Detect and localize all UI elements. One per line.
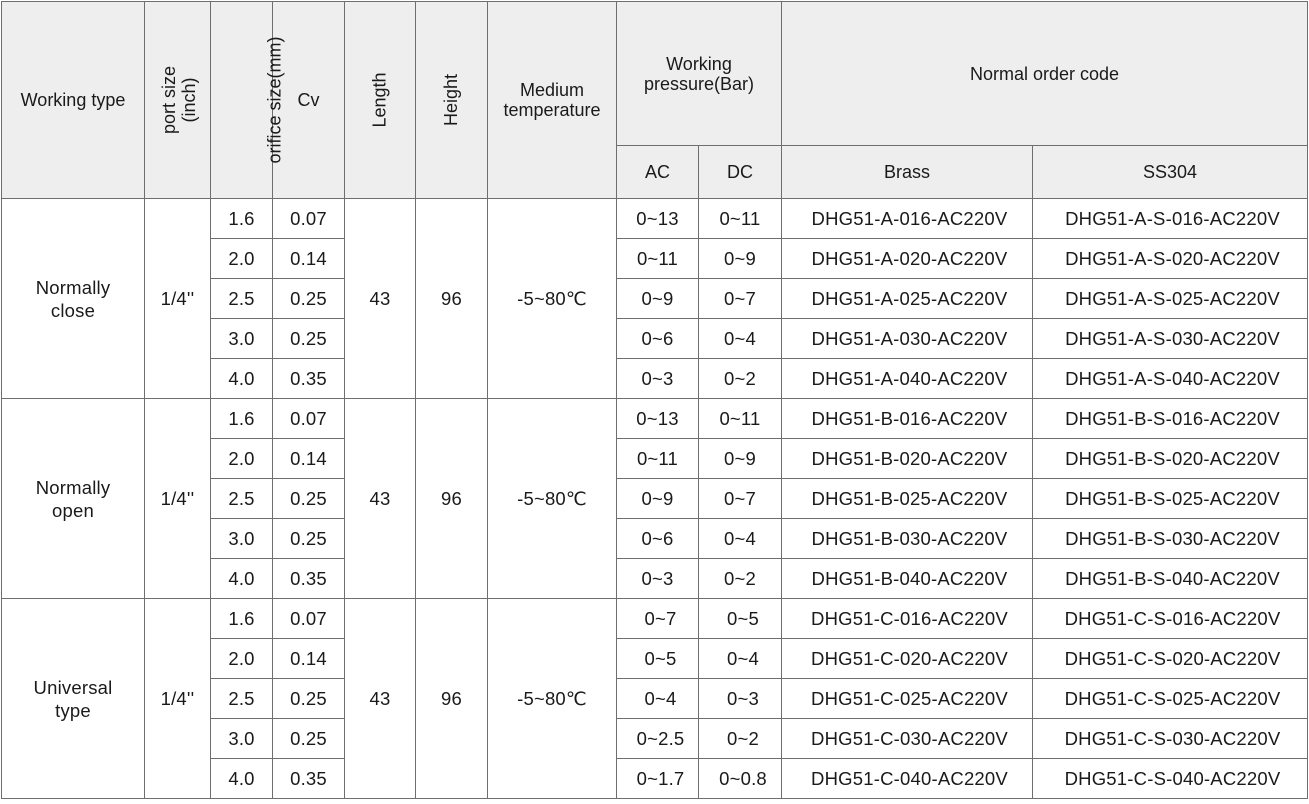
cv-cell: 0.25 xyxy=(273,319,345,359)
dc-pressure-cell: 0~9 xyxy=(699,439,782,479)
ac-pressure-cell: 0~13 xyxy=(617,399,699,439)
ss304-code-cell: DHG51-C-S-020-AC220V xyxy=(1033,639,1308,679)
brass-code-cell: DHG51-C-025-AC220V xyxy=(782,679,1033,719)
table-body xyxy=(2,199,1308,799)
ac-pressure-cell: 0~3 xyxy=(617,559,699,599)
ac-pressure-cell: 0~4 xyxy=(617,679,699,719)
header-length: Length xyxy=(345,2,416,199)
orifice-cell: 3.0 xyxy=(211,319,273,359)
table-header xyxy=(2,2,1308,199)
cv-cell: 0.35 xyxy=(273,359,345,399)
brass-code-cell: DHG51-B-040-AC220V xyxy=(782,559,1033,599)
temperature-cell: -5~80℃ xyxy=(488,199,617,399)
orifice-cell: 1.6 xyxy=(211,399,273,439)
orifice-cell: 2.0 xyxy=(211,639,273,679)
cv-cell: 0.25 xyxy=(273,479,345,519)
height-cell: 96 xyxy=(416,599,488,799)
orifice-cell: 2.5 xyxy=(211,679,273,719)
brass-code-cell: DHG51-B-030-AC220V xyxy=(782,519,1033,559)
header-port-size-line1: port size xyxy=(159,65,180,135)
cv-cell: 0.25 xyxy=(273,719,345,759)
spec-table xyxy=(1,1,1308,799)
dc-pressure-cell: 0~9 xyxy=(699,239,782,279)
ss304-code-cell: DHG51-C-S-016-AC220V xyxy=(1033,599,1308,639)
length-cell: 43 xyxy=(345,199,416,399)
ss304-code-cell: DHG51-C-S-030-AC220V xyxy=(1033,719,1308,759)
brass-code-cell: DHG51-C-020-AC220V xyxy=(782,639,1033,679)
header-ss304: SS304 xyxy=(1033,146,1308,199)
cv-cell: 0.25 xyxy=(273,279,345,319)
brass-code-cell: DHG51-C-030-AC220V xyxy=(782,719,1033,759)
ac-pressure-cell: 0~2.5 xyxy=(617,719,699,759)
ss304-code-cell: DHG51-C-S-025-AC220V xyxy=(1033,679,1308,719)
ss304-code-cell: DHG51-B-S-040-AC220V xyxy=(1033,559,1308,599)
ss304-code-cell: DHG51-A-S-030-AC220V xyxy=(1033,319,1308,359)
dc-pressure-cell: 0~4 xyxy=(699,319,782,359)
dc-pressure-cell: 0~2 xyxy=(699,719,782,759)
ss304-code-cell: DHG51-B-S-016-AC220V xyxy=(1033,399,1308,439)
ac-pressure-cell: 0~11 xyxy=(617,239,699,279)
orifice-cell: 3.0 xyxy=(211,519,273,559)
cv-cell: 0.07 xyxy=(273,599,345,639)
orifice-cell: 3.0 xyxy=(211,719,273,759)
ss304-code-cell: DHG51-B-S-030-AC220V xyxy=(1033,519,1308,559)
orifice-cell: 4.0 xyxy=(211,759,273,799)
brass-code-cell: DHG51-A-030-AC220V xyxy=(782,319,1033,359)
orifice-cell: 4.0 xyxy=(211,559,273,599)
table-row xyxy=(2,599,1308,639)
dc-pressure-cell: 0~2 xyxy=(699,359,782,399)
orifice-cell: 4.0 xyxy=(211,359,273,399)
dc-pressure-cell: 0~11 xyxy=(699,199,782,239)
orifice-cell: 2.5 xyxy=(211,479,273,519)
header-height: Height xyxy=(416,2,488,199)
brass-code-cell: DHG51-C-040-AC220V xyxy=(782,759,1033,799)
orifice-cell: 2.0 xyxy=(211,439,273,479)
header-medium-line1: Medium xyxy=(519,80,585,100)
ac-pressure-cell: 0~3 xyxy=(617,359,699,399)
brass-code-cell: DHG51-B-020-AC220V xyxy=(782,439,1033,479)
ss304-code-cell: DHG51-C-S-040-AC220V xyxy=(1033,759,1308,799)
dc-pressure-cell: 0~4 xyxy=(699,639,782,679)
ac-pressure-cell: 0~13 xyxy=(617,199,699,239)
ac-pressure-cell: 0~11 xyxy=(617,439,699,479)
header-working-type: Working type xyxy=(2,2,145,199)
ss304-code-cell: DHG51-A-S-020-AC220V xyxy=(1033,239,1308,279)
cv-cell: 0.14 xyxy=(273,639,345,679)
height-cell: 96 xyxy=(416,399,488,599)
ac-pressure-cell: 0~7 xyxy=(617,599,699,639)
brass-code-cell: DHG51-B-016-AC220V xyxy=(782,399,1033,439)
dc-pressure-cell: 0~2 xyxy=(699,559,782,599)
header-brass: Brass xyxy=(782,146,1033,199)
brass-code-cell: DHG51-A-040-AC220V xyxy=(782,359,1033,399)
ac-pressure-cell: 0~6 xyxy=(617,519,699,559)
ac-pressure-cell: 0~6 xyxy=(617,319,699,359)
orifice-cell: 1.6 xyxy=(211,199,273,239)
cv-cell: 0.07 xyxy=(273,199,345,239)
dc-pressure-cell: 0~11 xyxy=(699,399,782,439)
height-cell: 96 xyxy=(416,199,488,399)
cv-cell: 0.14 xyxy=(273,239,345,279)
cv-cell: 0.25 xyxy=(273,519,345,559)
header-orifice-size: orifice size(mm) xyxy=(211,2,273,199)
brass-code-cell: DHG51-C-016-AC220V xyxy=(782,599,1033,639)
ss304-code-cell: DHG51-B-S-020-AC220V xyxy=(1033,439,1308,479)
header-cv: Cv xyxy=(273,2,345,199)
temperature-cell: -5~80℃ xyxy=(488,399,617,599)
ss304-code-cell: DHG51-B-S-025-AC220V xyxy=(1033,479,1308,519)
cv-cell: 0.35 xyxy=(273,559,345,599)
working-type-cell: Normally open xyxy=(2,399,145,599)
length-cell: 43 xyxy=(345,399,416,599)
ss304-code-cell: DHG51-A-S-025-AC220V xyxy=(1033,279,1308,319)
dc-pressure-cell: 0~3 xyxy=(699,679,782,719)
ac-pressure-cell: 0~9 xyxy=(617,279,699,319)
brass-code-cell: DHG51-A-025-AC220V xyxy=(782,279,1033,319)
ac-pressure-cell: 0~9 xyxy=(617,479,699,519)
brass-code-cell: DHG51-A-016-AC220V xyxy=(782,199,1033,239)
header-port-size-line2: (inch) xyxy=(179,77,200,123)
port-size-cell: 1/4'' xyxy=(145,199,211,399)
header-port-size xyxy=(145,2,211,199)
working-type-cell: Universal type xyxy=(2,599,145,799)
orifice-cell: 1.6 xyxy=(211,599,273,639)
orifice-cell: 2.0 xyxy=(211,239,273,279)
cv-cell: 0.35 xyxy=(273,759,345,799)
header-pressure-line1: Working xyxy=(666,53,732,74)
header-ac: AC xyxy=(617,146,699,199)
ss304-code-cell: DHG51-A-S-016-AC220V xyxy=(1033,199,1308,239)
port-size-cell: 1/4'' xyxy=(145,399,211,599)
cv-cell: 0.07 xyxy=(273,399,345,439)
table-row xyxy=(2,199,1308,239)
header-medium-temperature xyxy=(488,2,617,199)
dc-pressure-cell: 0~7 xyxy=(699,479,782,519)
cv-cell: 0.14 xyxy=(273,439,345,479)
header-dc: DC xyxy=(699,146,782,199)
dc-pressure-cell: 0~4 xyxy=(699,519,782,559)
ac-pressure-cell: 0~1.7 xyxy=(617,759,699,799)
dc-pressure-cell: 0~7 xyxy=(699,279,782,319)
port-size-cell: 1/4'' xyxy=(145,599,211,799)
dc-pressure-cell: 0~5 xyxy=(699,599,782,639)
working-type-cell: Normally close xyxy=(2,199,145,399)
length-cell: 43 xyxy=(345,599,416,799)
table-row xyxy=(2,399,1308,439)
temperature-cell: -5~80℃ xyxy=(488,599,617,799)
orifice-cell: 2.5 xyxy=(211,279,273,319)
cv-cell: 0.25 xyxy=(273,679,345,719)
ss304-code-cell: DHG51-A-S-040-AC220V xyxy=(1033,359,1308,399)
brass-code-cell: DHG51-B-025-AC220V xyxy=(782,479,1033,519)
dc-pressure-cell: 0~0.8 xyxy=(699,759,782,799)
ac-pressure-cell: 0~5 xyxy=(617,639,699,679)
header-normal-order-code: Normal order code xyxy=(782,2,1308,146)
brass-code-cell: DHG51-A-020-AC220V xyxy=(782,239,1033,279)
header-pressure-line2: pressure(Bar) xyxy=(643,73,755,94)
header-medium-line2: temperature xyxy=(503,100,601,120)
header-working-pressure xyxy=(617,2,782,146)
